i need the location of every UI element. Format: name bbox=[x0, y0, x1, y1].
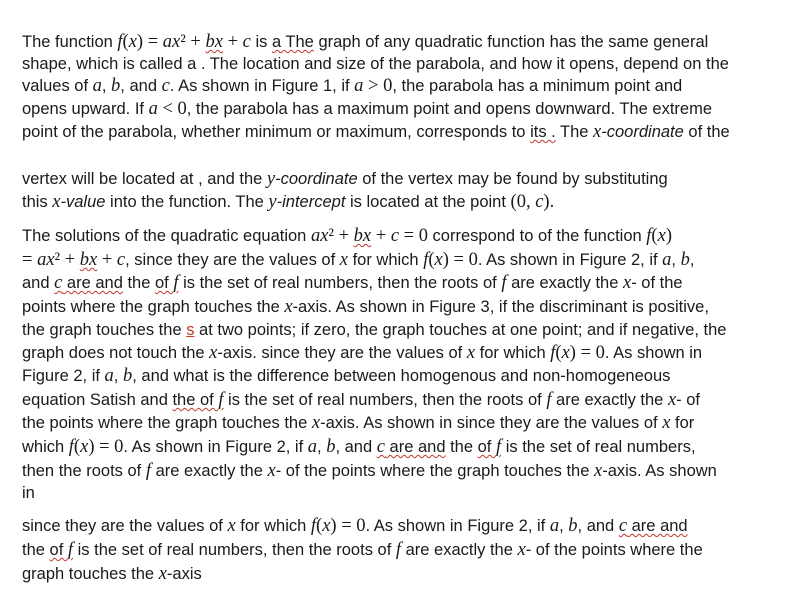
text-run: -intercept bbox=[276, 193, 346, 211]
math-text: x bbox=[667, 390, 677, 410]
math-text: f bbox=[546, 390, 552, 410]
flagged-word: c bbox=[54, 273, 63, 293]
math-text: x bbox=[128, 32, 137, 52]
flagged-word: f bbox=[67, 540, 74, 560]
math-text: c bbox=[390, 226, 400, 246]
math-text: f bbox=[395, 540, 402, 560]
flagged-word: f bbox=[495, 437, 502, 457]
text-run: into the function. The bbox=[105, 193, 269, 211]
math-text: a bbox=[354, 76, 364, 96]
text-run: , bbox=[671, 251, 681, 269]
math-text: x bbox=[561, 343, 570, 363]
text-run: The solutions of the quadratic equation bbox=[22, 227, 311, 245]
math-text: x bbox=[311, 413, 321, 433]
text-run: for which bbox=[347, 251, 424, 269]
text-run: is the set of real numbers, then the roots of bbox=[178, 274, 502, 292]
math-text: b bbox=[122, 366, 133, 386]
math-text: ). bbox=[543, 192, 555, 212]
math-text: b bbox=[111, 76, 121, 96]
flagged-word: c bbox=[376, 437, 385, 457]
math-text: f bbox=[423, 250, 429, 270]
text-run: equation Satish and bbox=[22, 391, 173, 409]
text-run: vertex will be located at , and the bbox=[22, 170, 267, 188]
text-run: the points where the graph touches the bbox=[22, 414, 312, 432]
text-run: The function bbox=[22, 33, 118, 51]
flagged-word: bx bbox=[205, 32, 223, 52]
math-text: > 0 bbox=[363, 76, 393, 96]
math-text: < 0 bbox=[157, 99, 187, 119]
math-text: a bbox=[307, 437, 318, 457]
text-run: then the roots of bbox=[22, 462, 146, 480]
text-line bbox=[22, 539, 703, 561]
text-run: -axis. As shown in since they are the values of bbox=[320, 414, 663, 432]
text-run: is the set of real numbers, then the roots of bbox=[223, 391, 547, 409]
text-run: , bbox=[559, 517, 569, 535]
math-text: x bbox=[52, 192, 61, 212]
text-line bbox=[22, 31, 708, 53]
math-text: f bbox=[550, 343, 556, 363]
math-text: x bbox=[466, 343, 476, 363]
text-line bbox=[22, 53, 729, 75]
text-line bbox=[22, 225, 672, 247]
text-line bbox=[22, 296, 709, 318]
text-line bbox=[22, 272, 683, 294]
math-text: c bbox=[242, 32, 251, 52]
flagged-word: are and bbox=[627, 517, 688, 535]
text-line bbox=[22, 389, 700, 411]
text-line bbox=[22, 460, 717, 482]
flagged-word: of bbox=[155, 274, 174, 292]
math-text: ax bbox=[162, 32, 181, 52]
text-run: this bbox=[22, 193, 53, 211]
text-run: . As shown in Figure 2, if bbox=[477, 251, 663, 269]
math-text: ( bbox=[651, 226, 658, 246]
text-line bbox=[22, 515, 688, 537]
flagged-word: bx bbox=[353, 226, 372, 246]
text-run: , bbox=[317, 438, 327, 456]
text-line bbox=[22, 168, 668, 190]
text-run: , bbox=[101, 77, 112, 95]
text-run: , and bbox=[120, 77, 162, 95]
math-text: b bbox=[326, 437, 336, 457]
flagged-word: are and bbox=[62, 274, 123, 292]
flagged-word: the of bbox=[172, 391, 219, 409]
text-run: are exactly the bbox=[551, 391, 668, 409]
text-run: at two points; if zero, the graph touches at one point; and if negative, the bbox=[194, 321, 727, 339]
text-run: -coordinate bbox=[275, 170, 358, 188]
math-text: (0, bbox=[510, 192, 536, 212]
text-run: the bbox=[445, 438, 478, 456]
math-text: ax bbox=[37, 250, 55, 270]
math-text: a bbox=[104, 366, 114, 386]
flagged-word: are and bbox=[384, 438, 446, 456]
math-text: x bbox=[322, 516, 331, 536]
flagged-word: a The bbox=[271, 33, 314, 51]
math-text: a bbox=[549, 516, 560, 536]
text-run: is bbox=[250, 33, 272, 51]
text-run: - of bbox=[676, 391, 700, 409]
text-run: since they are the values of bbox=[22, 517, 228, 535]
math-text: x bbox=[284, 297, 293, 317]
text-run: for bbox=[670, 414, 695, 432]
text-run: graph touches the bbox=[22, 565, 159, 583]
text-run: is located at the point bbox=[345, 193, 511, 211]
flagged-word: of bbox=[477, 438, 496, 456]
text-line bbox=[22, 98, 712, 120]
math-text: ² + bbox=[180, 32, 206, 52]
math-text: x bbox=[80, 437, 89, 457]
text-run: - of the bbox=[631, 274, 683, 292]
math-text: f bbox=[68, 437, 74, 457]
math-text: + bbox=[222, 32, 243, 52]
flagged-word: bx bbox=[79, 250, 98, 270]
math-text: + bbox=[97, 250, 117, 270]
text-run: the bbox=[22, 541, 50, 559]
flagged-word: of bbox=[49, 541, 68, 559]
text-run: . As shown in Figure 1, if bbox=[169, 77, 355, 95]
text-run: which bbox=[22, 438, 69, 456]
math-text: ( bbox=[428, 250, 435, 270]
text-run: . As shown in Figure 2, if bbox=[123, 438, 308, 456]
text-run: Figure 2, if bbox=[22, 367, 105, 385]
text-line bbox=[22, 249, 694, 271]
text-run: is the set of real numbers, bbox=[501, 438, 696, 456]
math-text: f bbox=[310, 516, 317, 536]
math-text: f bbox=[501, 273, 507, 293]
text-run: graph does not touch the bbox=[22, 344, 210, 362]
math-text: ) = 0 bbox=[442, 250, 478, 270]
flagged-word: its . bbox=[530, 123, 556, 141]
text-run: graph of any quadratic function has the same general bbox=[313, 33, 709, 51]
math-text: a bbox=[92, 76, 102, 96]
text-run: is the set of real numbers, then the roots of bbox=[73, 541, 396, 559]
math-text: x bbox=[267, 461, 276, 481]
text-line bbox=[22, 482, 35, 504]
math-text: ( bbox=[122, 32, 129, 52]
math-text: + bbox=[371, 226, 391, 246]
math-text: ( bbox=[555, 343, 562, 363]
text-run: . As shown in Figure 2, if bbox=[365, 517, 550, 535]
flagged-word: c bbox=[618, 516, 628, 536]
math-text: x bbox=[339, 250, 348, 270]
text-run: -axis bbox=[166, 565, 202, 583]
math-text: y bbox=[268, 192, 277, 212]
text-run: of the vertex may be found by substituting bbox=[357, 170, 668, 188]
text-run: -coordinate bbox=[601, 123, 684, 141]
text-run: opens upward. If bbox=[22, 100, 149, 118]
math-text: ( bbox=[316, 516, 323, 536]
math-text: c bbox=[161, 76, 170, 96]
math-text: b bbox=[568, 516, 578, 536]
text-line bbox=[22, 319, 726, 341]
text-run: -axis. As shown in Figure 3, if the discriminant is positive, bbox=[292, 298, 709, 316]
math-text: = bbox=[22, 250, 38, 270]
text-run: are exactly the bbox=[506, 274, 623, 292]
text-run: . As shown in bbox=[604, 344, 703, 362]
text-line bbox=[22, 412, 694, 434]
text-run: for which bbox=[235, 517, 311, 535]
math-text: ) = 0 bbox=[330, 516, 366, 536]
math-text: ) = 0 bbox=[569, 343, 605, 363]
math-text: c bbox=[116, 250, 126, 270]
text-run: , bbox=[689, 251, 695, 269]
text-run: in bbox=[22, 484, 35, 502]
math-text: b bbox=[680, 250, 690, 270]
text-run: correspond to of the function bbox=[427, 227, 647, 245]
math-text: ) bbox=[665, 226, 672, 246]
text-run: , and what is the difference between homogenous and non-homogeneous bbox=[132, 367, 671, 385]
math-text: x bbox=[622, 273, 632, 293]
math-text: x bbox=[657, 226, 666, 246]
text-run: values of bbox=[22, 77, 93, 95]
text-run: are exactly the bbox=[401, 541, 518, 559]
text-run: are exactly the bbox=[150, 462, 268, 480]
text-line bbox=[22, 121, 730, 143]
math-text: = 0 bbox=[399, 226, 428, 246]
math-text: ) = bbox=[136, 32, 163, 52]
math-text: x bbox=[227, 516, 236, 536]
text-run: the graph touches the bbox=[22, 321, 187, 339]
math-text: f bbox=[145, 461, 151, 481]
text-run: the bbox=[122, 274, 155, 292]
text-run: -axis. since they are the values of bbox=[217, 344, 467, 362]
math-text: f bbox=[117, 32, 123, 52]
math-text: x bbox=[517, 540, 526, 560]
math-text: c bbox=[535, 192, 544, 212]
text-line bbox=[22, 75, 682, 97]
math-text: a bbox=[148, 99, 158, 119]
text-run: , and bbox=[335, 438, 377, 456]
text-run: , bbox=[113, 367, 123, 385]
text-run: and bbox=[22, 274, 55, 292]
text-run: , the parabola has a minimum point and bbox=[392, 77, 683, 95]
math-text: ax bbox=[310, 226, 329, 246]
math-text: x bbox=[209, 343, 218, 363]
text-run: , since they are the values of bbox=[125, 251, 340, 269]
text-run: s bbox=[186, 321, 195, 339]
text-run: of the bbox=[683, 123, 730, 141]
flagged-word: f bbox=[218, 390, 224, 410]
text-run: -value bbox=[60, 193, 106, 211]
text-line bbox=[22, 191, 554, 213]
text-run: points where the graph touches the bbox=[22, 298, 285, 316]
math-text: x bbox=[158, 564, 167, 584]
text-run: , the parabola has a maximum point and opens downward. The extreme bbox=[186, 100, 713, 118]
math-text: a bbox=[662, 250, 672, 270]
math-text: ) = 0 bbox=[88, 437, 124, 457]
text-run: shape, which is called a . The location and size of the parabola, and how it opens, depend on the bbox=[22, 55, 729, 73]
math-text: x bbox=[662, 413, 671, 433]
math-text: ( bbox=[73, 437, 81, 457]
text-line bbox=[22, 436, 696, 458]
math-text: ² + bbox=[328, 226, 354, 246]
math-text: ² + bbox=[54, 250, 80, 270]
math-text: x bbox=[434, 250, 443, 270]
text-run: - of the points where the bbox=[525, 541, 703, 559]
math-text: x bbox=[593, 122, 602, 142]
text-run: for which bbox=[475, 344, 551, 362]
text-run: The bbox=[555, 123, 594, 141]
text-run: , and bbox=[577, 517, 619, 535]
text-run: -axis. As shown bbox=[602, 462, 717, 480]
text-run: - of the points where the graph touches the bbox=[275, 462, 594, 480]
math-text: f bbox=[646, 226, 652, 246]
text-line bbox=[22, 563, 202, 585]
math-text: x bbox=[593, 461, 603, 481]
text-line bbox=[22, 342, 702, 364]
math-text: y bbox=[266, 169, 276, 189]
text-line bbox=[22, 365, 670, 387]
text-run: point of the parabola, whether minimum or maximum, corresponds to bbox=[22, 123, 531, 141]
flagged-word: f bbox=[173, 273, 179, 293]
